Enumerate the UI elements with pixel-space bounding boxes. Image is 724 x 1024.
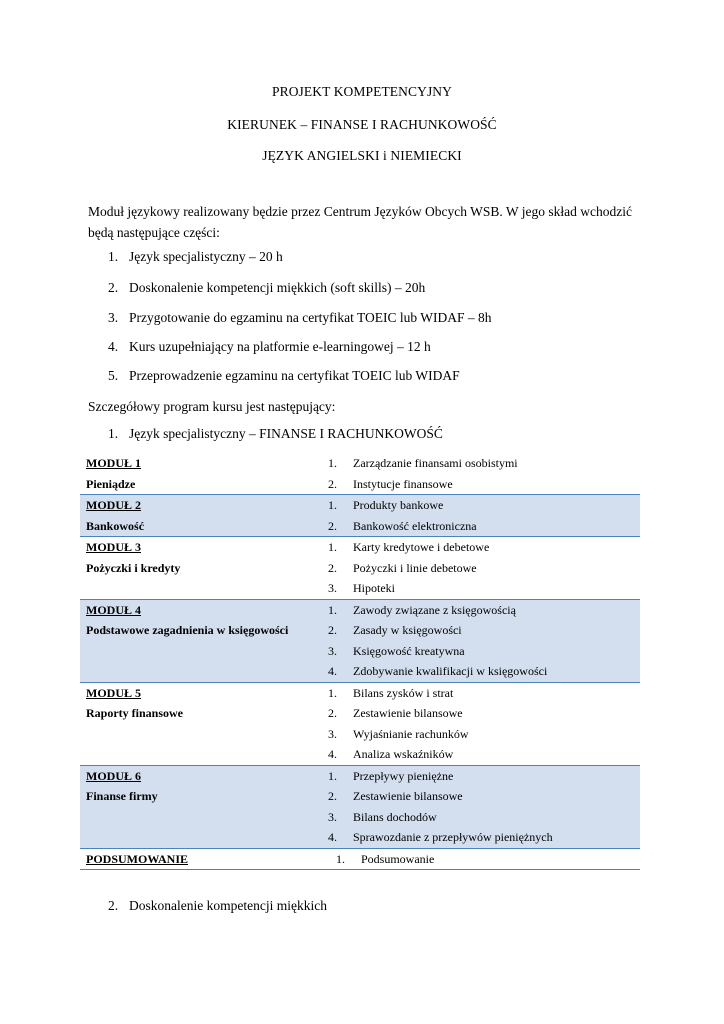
list-number: 4. [108, 339, 119, 354]
header-languages: JĘZYK ANGIELSKI i NIEMIECKI [262, 148, 462, 163]
topic-item [322, 558, 640, 579]
topics-cell [322, 682, 640, 765]
topic-item [322, 620, 640, 641]
list-number: 2. [108, 280, 119, 295]
list-text: Kurs uzupełniający na platformie e-learningowej – 12 h [129, 339, 431, 354]
topic-text: Hipoteki [353, 581, 395, 595]
topic-item [322, 578, 640, 599]
topic-item [322, 724, 640, 745]
topic-number: 2. [328, 476, 337, 491]
topic-text: Wyjaśnianie rachunków [353, 726, 469, 741]
topic-text: Zestawienie bilansowe [353, 789, 463, 803]
module-label: MODUŁ 3 [86, 540, 141, 554]
list-item [108, 310, 492, 326]
topic-text: Przepływy pieniężne [353, 768, 454, 783]
topic-text: Bilans dochodów [353, 809, 437, 824]
topic-item [322, 683, 640, 704]
topic-number: 4. [328, 664, 337, 678]
topic-number: 1. [328, 498, 337, 512]
list-number: 5. [108, 368, 119, 383]
list-item [108, 249, 283, 265]
header-field: KIERUNEK – FINANSE I RACHUNKOWOŚĆ [227, 117, 497, 132]
topic-text: Zasady w księgowości [353, 623, 462, 637]
topic-text: Księgowość kreatywna [353, 643, 465, 658]
table-row [80, 682, 640, 765]
topic-item [322, 744, 640, 765]
topic-number: 2. [328, 706, 337, 720]
topic-number: 1. [328, 685, 337, 700]
topic-item [322, 807, 640, 828]
module-cell [80, 453, 322, 495]
table-row [80, 495, 640, 537]
table-row [80, 453, 640, 495]
topic-number: 3. [328, 726, 337, 741]
module-label: MODUŁ 1 [86, 456, 141, 470]
topic-text: Podsumowanie [361, 851, 435, 866]
topic-number: 2. [328, 623, 337, 637]
topic-item [322, 453, 640, 474]
topic-text: Produkty bankowe [353, 498, 444, 512]
topic-text: Pożyczki i linie debetowe [353, 560, 477, 575]
list-number: 3. [108, 310, 119, 325]
topic-number: 1. [336, 851, 345, 866]
summary-label: PODSUMOWANIE [86, 851, 189, 866]
topics-cell [322, 537, 640, 600]
topic-text: Karty kredytowe i debetowe [353, 540, 490, 554]
topics-cell [322, 495, 640, 537]
list-text: Doskonalenie kompetencji miękkich (soft skills) – 20h [129, 280, 426, 295]
topic-number: 1. [328, 456, 337, 470]
topic-number: 2. [328, 560, 337, 575]
module-name: Bankowość [86, 518, 145, 533]
list-number: 1. [108, 249, 119, 264]
table-row [80, 848, 640, 870]
modules-table [80, 453, 640, 870]
topic-item [322, 641, 640, 662]
module-label: MODUŁ 6 [86, 768, 141, 783]
topic-text: Analiza wskaźników [353, 747, 454, 761]
section-heading [108, 898, 327, 914]
intro-paragraph: Moduł językowy realizowany będzie przez Centrum Języków Obcych WSB. W jego skład wchodzić będą następujące części: [88, 204, 632, 240]
topic-number: 4. [328, 747, 337, 761]
module-cell [80, 599, 322, 682]
topic-text: Zawody związane z księgowością [353, 602, 516, 617]
topic-text: Bankowość elektroniczna [353, 518, 477, 533]
topic-text: Zestawienie bilansowe [353, 706, 463, 720]
header-title: PROJEKT KOMPETENCYJNY [272, 84, 452, 99]
module-cell [80, 495, 322, 537]
topic-item [322, 600, 640, 621]
topic-item [322, 495, 640, 516]
table-row [80, 765, 640, 848]
module-label: MODUŁ 4 [86, 602, 141, 617]
module-label: MODUŁ 2 [86, 498, 141, 512]
topic-number: 2. [328, 789, 337, 803]
list-text: Język specjalistyczny – FINANSE I RACHUNKOWOŚĆ [129, 426, 443, 441]
topic-text: Zdobywanie kwalifikacji w księgowości [353, 664, 548, 678]
summary-cell [80, 848, 322, 870]
topic-number: 1. [328, 602, 337, 617]
table-row [80, 599, 640, 682]
module-name: Raporty finansowe [86, 706, 184, 720]
topic-item [322, 849, 640, 870]
topic-text: Zarządzanie finansami osobistymi [353, 456, 518, 470]
module-name: Pieniądze [86, 476, 136, 491]
topic-number: 3. [328, 809, 337, 824]
topic-item [322, 766, 640, 787]
module-label: MODUŁ 5 [86, 685, 141, 700]
topic-item [322, 827, 640, 848]
module-cell [80, 682, 322, 765]
topic-item [322, 474, 640, 495]
topic-item [322, 786, 640, 807]
list-text: Doskonalenie kompetencji miękkich [129, 898, 327, 913]
section-heading [108, 426, 443, 442]
topic-number: 3. [328, 643, 337, 658]
list-item [108, 339, 431, 355]
topic-item [322, 537, 640, 558]
list-number: 2. [108, 898, 119, 913]
topics-cell [322, 848, 640, 870]
module-cell [80, 537, 322, 600]
list-text: Przygotowanie do egzaminu na certyfikat TOEIC lub WIDAF – 8h [129, 310, 492, 325]
topic-number: 2. [328, 518, 337, 533]
topic-text: Instytucje finansowe [353, 476, 453, 491]
topic-number: 4. [328, 830, 337, 844]
list-number: 1. [108, 426, 119, 441]
topics-cell [322, 453, 640, 495]
topics-cell [322, 765, 640, 848]
module-name: Finanse firmy [86, 789, 158, 803]
topic-item [322, 661, 640, 682]
list-item [108, 280, 425, 296]
topic-item [322, 516, 640, 537]
list-item [108, 368, 460, 384]
topic-text: Sprawozdanie z przepływów pieniężnych [353, 830, 553, 844]
list-text: Język specjalistyczny – 20 h [129, 249, 283, 264]
program-intro: Szczegółowy program kursu jest następujący: [88, 399, 336, 414]
module-name: Pożyczki i kredyty [86, 560, 181, 575]
topics-cell [322, 599, 640, 682]
table-row [80, 537, 640, 600]
list-text: Przeprowadzenie egzaminu na certyfikat TOEIC lub WIDAF [129, 368, 460, 383]
topic-number: 1. [328, 768, 337, 783]
topic-number: 3. [328, 581, 337, 595]
topic-text: Bilans zysków i strat [353, 685, 454, 700]
topic-number: 1. [328, 540, 337, 554]
module-name: Podstawowe zagadnienia w księgowości [86, 623, 289, 637]
module-cell [80, 765, 322, 848]
topic-item [322, 703, 640, 724]
